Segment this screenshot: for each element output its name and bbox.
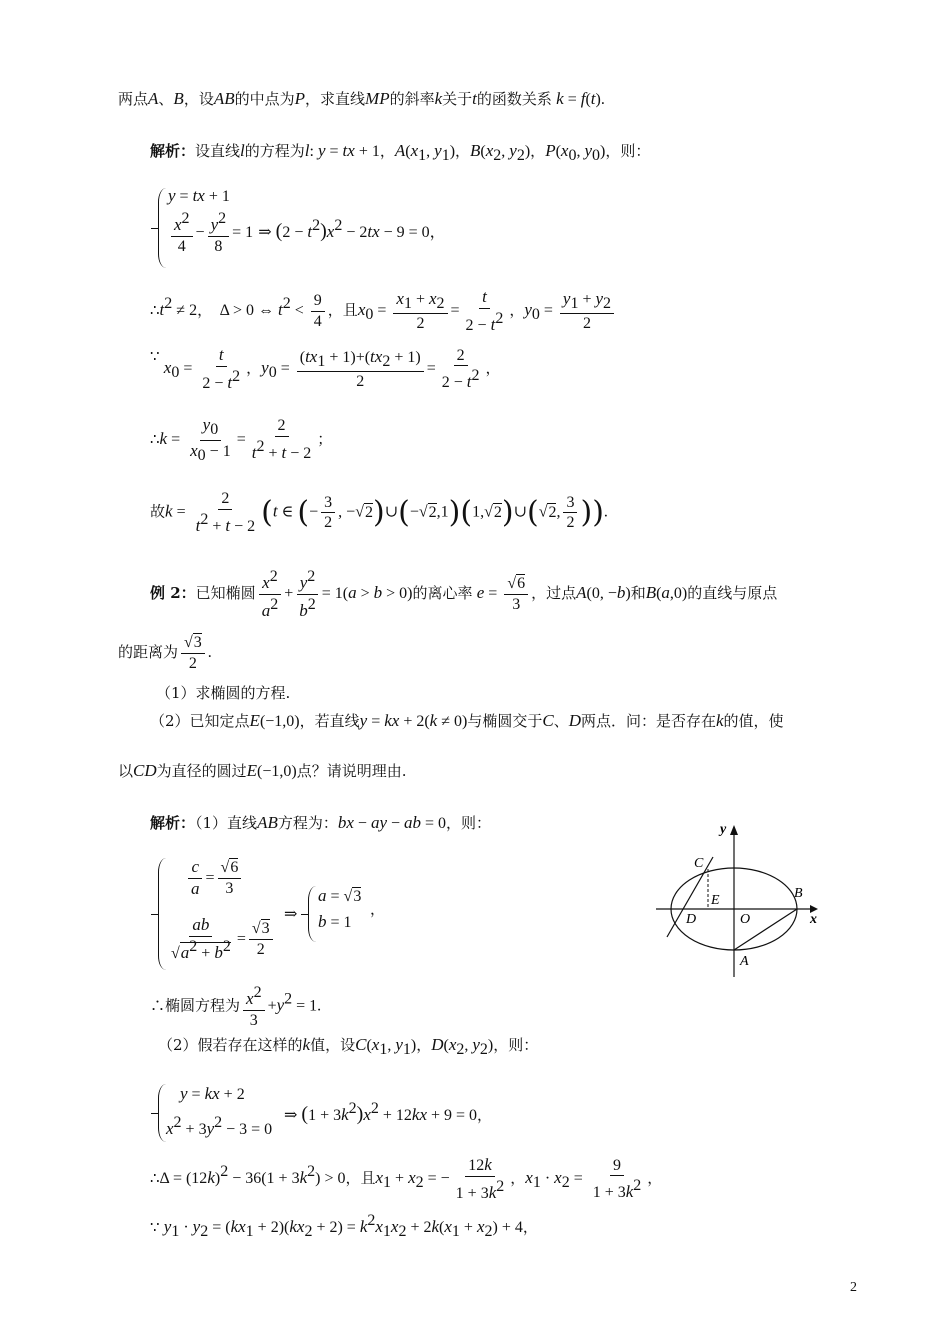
question-2-line-2: 以CD为直径的圆过E(−1,0)点？请说明理由. xyxy=(118,761,407,780)
solution-label: 解析： xyxy=(150,142,196,160)
slope-line: ∴k = $\frac{y_0}{x_0 - 1}$ = $\frac{2}{t^2 + t - 2}$ ； xyxy=(150,415,333,464)
because-line: ∵ $x_0$ = $\frac{t}{2 - t^2}$ ，$y_0$ = $\frac{(tx_1 + 1)+(tx_2 + 1)}{2}$ = $\frac{2}{2 - t^2}$ ， xyxy=(150,345,501,392)
label-b: B xyxy=(794,886,803,901)
solution-2-intro: 解析：（1）直线AB方程为：bx − ay − ab = 0，则： xyxy=(150,813,492,832)
solution-label: 解析： xyxy=(150,814,196,832)
system-brace xyxy=(308,886,317,942)
ellipse-figure xyxy=(648,815,838,985)
example-label: 例 2： xyxy=(150,584,196,603)
page-number: 2 xyxy=(850,1280,857,1295)
quadratic-line: ⇒ $(1 + 3k^2)x^2 + 12kx + 9 = 0$， xyxy=(284,1100,493,1125)
discriminant-line: ∴Δ = $(12k)^2 - 36(1 + 3k^2) > 0$，且$x_1 + x_2$ = − $\frac{12k}{1 + 3k^2}$ ，$x_1 \cdot x_2$ = $\frac{9}{1 + 3k^2}$ ， xyxy=(150,1155,663,1202)
label-c: C xyxy=(694,856,704,871)
ellipse-equation: ∴椭圆方程为 $\frac{x^2}{3}$ $+y^2 = 1$. xyxy=(150,984,322,1029)
condition-line: $\therefore t^2 \ne 2$， Δ > 0 ⇔ $t^2$ < $\frac{9}{4}$ ，且$x_0$ = $\frac{x_1 + x_2}{2}$ = $\frac{t}{2 - t^2}$ ，$y_0$ = $\frac{y_1 + y_2}{2}$ xyxy=(150,288,617,334)
label-o: O xyxy=(740,912,751,927)
example-2-line-2: 的距离为 $\frac{√3}{2}$ . xyxy=(118,634,212,672)
result-line: 故k = $\frac{2}{t^2 + t - 2}$ (t ∈ (− $\frac{3}{2}$ , −√2)∪(−√2,1)(1,√2)∪(√2, $\frac{3}{2}$ )). xyxy=(150,490,608,535)
product-line: ∵ $y_1 \cdot y_2 = (kx_1 + 2)(kx_2 + 2) = k^2x_1x_2 + 2k(x_1 + x_2) + 4$， xyxy=(150,1212,538,1240)
y-axis-arrow-icon xyxy=(730,825,738,835)
label-a: A xyxy=(740,954,749,969)
solution-1-intro: 解析：设直线l的方程为l: y = tx + 1，$A(x_1$, $y_1$)，$B(x_2$, $y_2$)，$P(x_0$, $y_0$)，则： xyxy=(150,141,651,164)
label-y: y xyxy=(720,822,727,837)
solution-2-part-2: （2）假若存在这样的k值，设$C(x_1$, $y_1$)，$D(x_2$, $y_2$)，则： xyxy=(158,1035,539,1058)
intro-text: 两点 xyxy=(118,90,149,108)
system-brace xyxy=(158,188,167,268)
implies-sign: ⇒ xyxy=(284,906,298,923)
label-d: D xyxy=(686,912,697,927)
label-e: E xyxy=(711,893,720,908)
question-1: （1）求椭圆的方程. xyxy=(156,684,291,702)
example-2-line: 例 2：已知椭圆 $\frac{x^2}{a^2}$ + $\frac{y^2}{b^2}$ = 1(a > b > 0)的离心率 e = $\frac{√6}{3}$ ，过点A(0, −b)和B(a,0)的直线与原点 xyxy=(150,568,778,620)
question-2: （2）已知定点E(−1,0)，若直线y = kx + 2(k ≠ 0)与椭圆交于C、D两点．问：是否存在k的值，使 xyxy=(150,711,784,730)
label-x: x xyxy=(810,912,817,927)
intro-line: 两点A、B，设AB的中点为P，求直线MP的斜率k关于t的函数关系 k = f(t). xyxy=(118,89,605,108)
